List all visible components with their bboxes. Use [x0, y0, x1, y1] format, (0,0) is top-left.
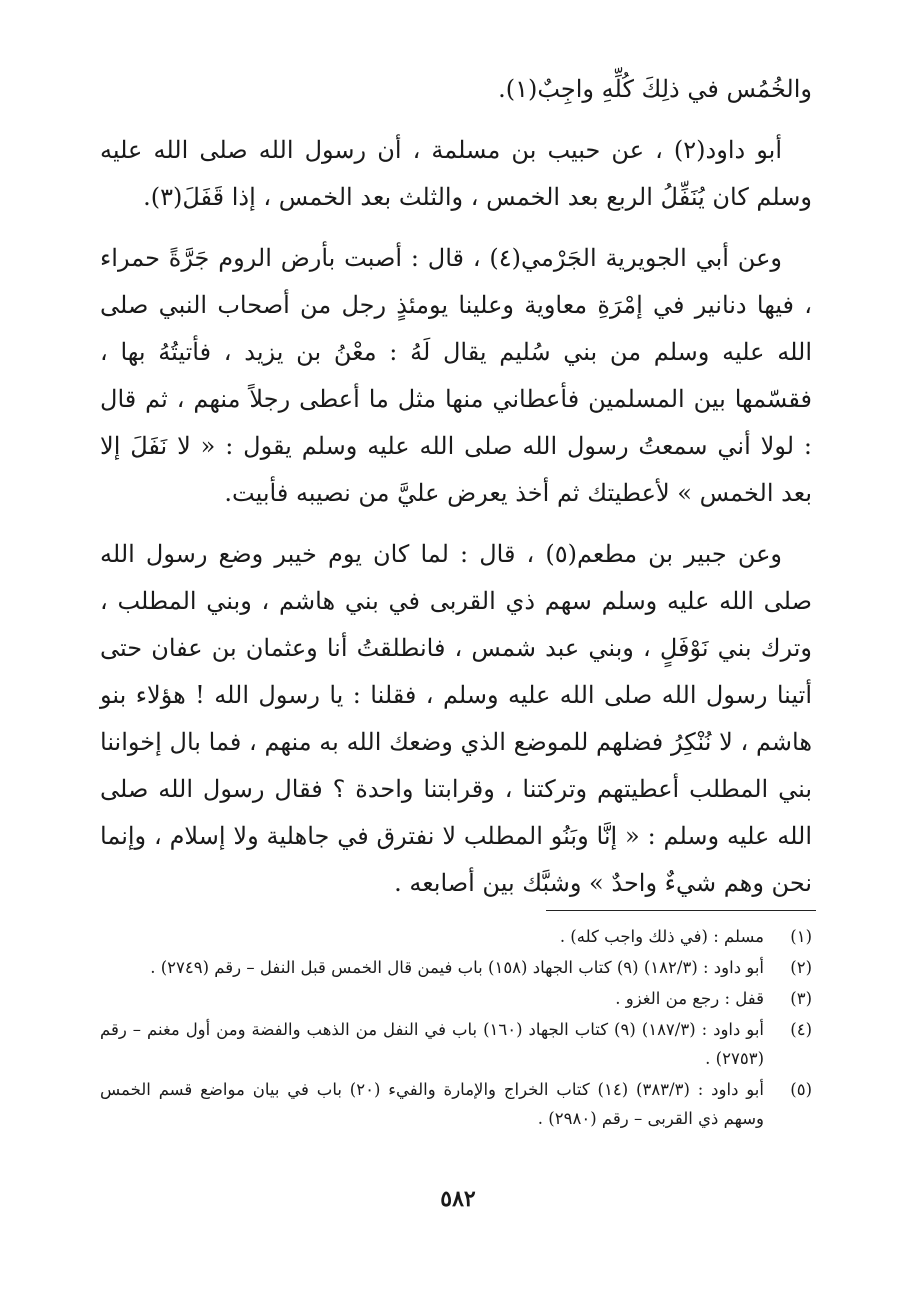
footnote-text: قفل : رجع من الغزو . — [615, 989, 764, 1008]
paragraph-4 — [100, 531, 812, 907]
footnote-number: (٣) — [790, 989, 812, 1008]
page-number: ٥٨٢ — [440, 1186, 476, 1212]
footnote-number: (١) — [790, 927, 812, 946]
footnote-text: أبو داود : (١٨٢/٣) (٩) كتاب الجهاد (١٥٨) باب فيمن قال الخمس قبل النفل – رقم (٢٧٤٩) . — [150, 958, 764, 977]
footnote-text: مسلم : (في ذلك واجب كله) . — [559, 927, 764, 946]
footnote-5 — [100, 1075, 812, 1133]
paragraph-text: والخُمُس في ذلِكَ كُلِّهِ واجِبٌ(١). — [498, 75, 812, 103]
footnotes — [100, 922, 812, 1135]
footnote-2 — [100, 953, 812, 982]
footnote-3 — [100, 984, 812, 1013]
main-text — [100, 66, 812, 921]
paragraph-text: أبو داود(٢) ، عن حبيب بن مسلمة ، أن رسول الله صلى الله عليه وسلم كان يُنَفِّلُ الربع بعد الخمس ، والثلث بعد الخمس ، إذا قَفَلَ(٣). — [100, 136, 812, 211]
paragraph-2 — [100, 127, 812, 221]
footnote-number: (٢) — [790, 958, 812, 977]
footnote-separator — [546, 910, 816, 911]
footnote-1 — [100, 922, 812, 951]
footnote-4 — [100, 1015, 812, 1073]
footnote-number: (٤) — [790, 1020, 812, 1039]
paragraph-1 — [100, 66, 812, 113]
footnote-text: أبو داود : (١٨٧/٣) (٩) كتاب الجهاد (١٦٠) باب في النفل من الذهب والفضة ومن أول مغنم – رقم (٢٧٥٣) . — [100, 1020, 765, 1068]
paragraph-3 — [100, 235, 812, 517]
paragraph-text: وعن أبي الجويرية الجَرْمي(٤) ، قال : أصبت بأرض الروم جَرَّةً حمراء ، فيها دنانير في إمْرَةِ معاوية وعلينا يومئذٍ رجل من أصحاب النبي صلى الله عليه وسلم من بني سُليم يقال لَهُ : معْنُ بن يزيد ، فأتيتُهُ بها ، فقسّمها بين المسلمين فأعطاني منها مثل ما أعطى رجلاً منهم ، ثم قال : لولا أني سمعتُ رسول الله صلى الله عليه وسلم يقول : « لا نَفَلَ إلا بعد الخمس » لأعطيتك ثم أخذ يعرض عليَّ من نصيبه فأبيت. — [100, 244, 812, 507]
footnote-number: (٥) — [790, 1080, 812, 1099]
paragraph-text: وعن جبير بن مطعم(٥) ، قال : لما كان يوم خيبر وضع رسول الله صلى الله عليه وسلم سهم ذي القربى في بني هاشم ، وبني المطلب ، وترك بني نَوْفَلٍ ، وبني عبد شمس ، فانطلقتُ أنا وعثمان بن عفان حتى أتينا رسول الله صلى الله عليه وسلم ، فقلنا : يا رسول الله ! هؤلاء بنو هاشم ، لا نُنْكِرُ فضلهم للموضع الذي وضعك الله به منهم ، فما بال إخواننا بني المطلب أعطيتهم وتركتنا ، وقرابتنا واحدة ؟ فقال رسول الله صلى الله عليه وسلم : « إنَّا وبَنُو المطلب لا نفترق في جاهلية ولا إسلام ، وإنما نحن وهم شيءٌ واحدٌ » وشبَّك بين أصابعه . — [100, 540, 813, 897]
footnote-text: أبو داود : (٣٨٣/٣) (١٤) كتاب الخراج والإمارة والفيء (٢٠) باب في بيان مواضع قسم الخمس وسهم ذي القربى – رقم (٢٩٨٠) . — [100, 1080, 764, 1128]
